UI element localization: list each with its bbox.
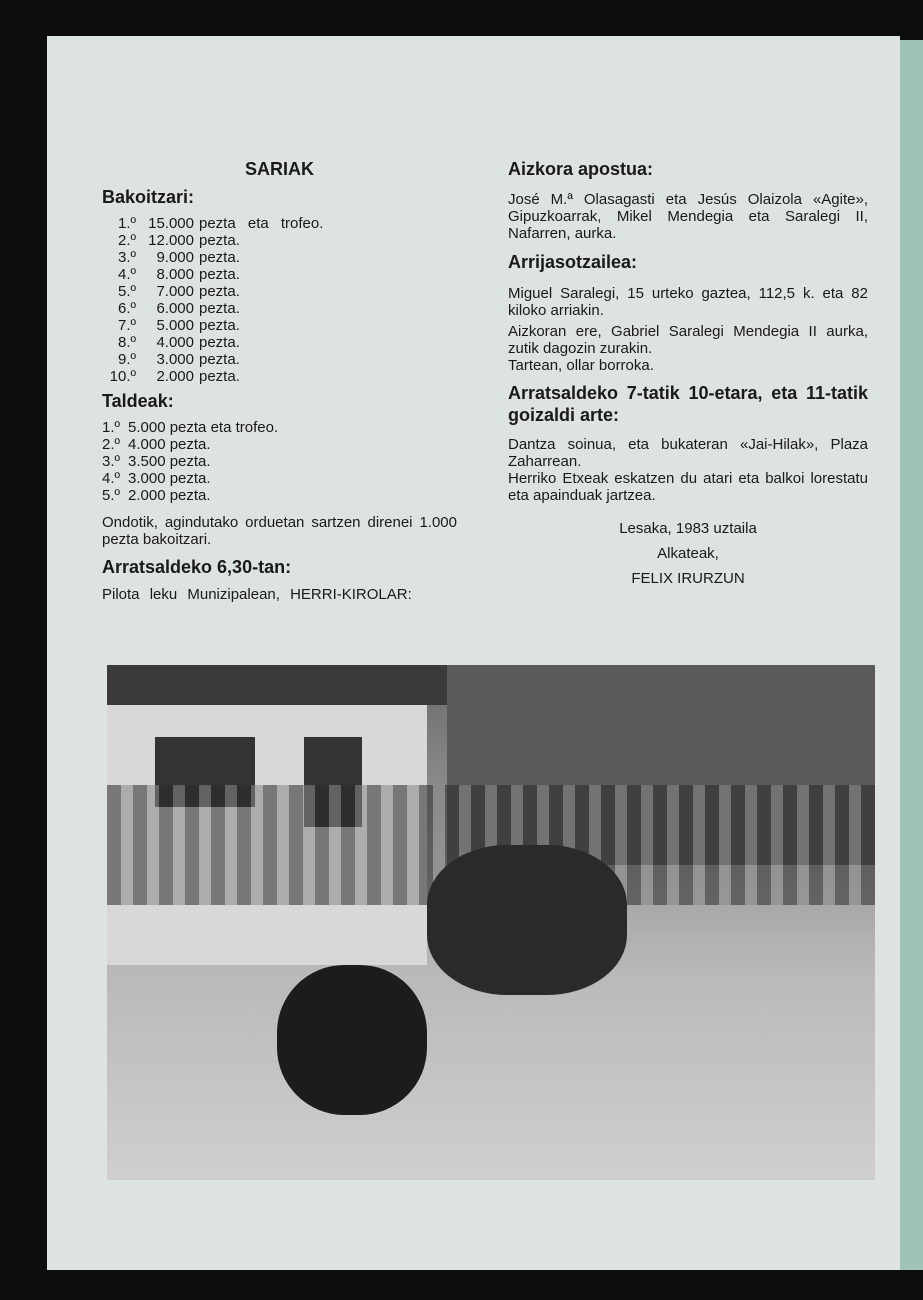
- team-place: 1.º: [102, 419, 120, 436]
- team-prize-text: 2.000 pezta.: [128, 487, 211, 504]
- prize-row: [102, 232, 457, 249]
- prize-amount: 2.000: [156, 368, 194, 385]
- prize-row: [102, 317, 457, 334]
- prize-place: 4.º: [118, 266, 136, 283]
- stone-text-1: Miguel Saralegi, 15 urteko gaztea, 112,5 k. eta 82 kiloko arriakin.: [508, 285, 868, 319]
- prize-amount: 5.000: [156, 317, 194, 334]
- individual-prize-list: [102, 215, 457, 385]
- stone-text-2: Aizkoran ere, Gabriel Saralegi Mendegia II aurka, zutik dagozin zurakin.: [508, 323, 868, 357]
- prize-place: 9.º: [118, 351, 136, 368]
- prize-text: pezta.: [199, 249, 240, 266]
- prize-place: 6.º: [118, 300, 136, 317]
- signoff: Alkateak,: [657, 545, 719, 562]
- prize-place: 10.º: [109, 368, 136, 385]
- prize-amount: 3.000: [156, 351, 194, 368]
- place-date: Lesaka, 1983 uztaila: [619, 520, 757, 537]
- stone-text-3: Tartean, ollar borroka.: [508, 357, 654, 374]
- prize-text: pezta.: [199, 300, 240, 317]
- team-place: 3.º: [102, 453, 120, 470]
- prize-text: pezta.: [199, 232, 240, 249]
- signer: FELIX IRURZUN: [631, 570, 745, 587]
- evening-text-2: Herriko Etxeak eskatzen du atari eta balkoi lorestatu eta apainduak jartzea.: [508, 470, 868, 504]
- right-column: [508, 158, 868, 587]
- team-prize-row: [102, 453, 457, 470]
- prize-place: 8.º: [118, 334, 136, 351]
- team-prize-row: [102, 419, 457, 436]
- evening-text-1: Dantza soinua, eta bukateran «Jai-Hilak», Plaza Zaharrean.: [508, 436, 868, 470]
- prize-row: [102, 351, 457, 368]
- stone-heading: Arrijasotzailea:: [508, 252, 638, 272]
- prize-row: [102, 300, 457, 317]
- individual-heading: Bakoitzari:: [102, 187, 195, 207]
- prize-place: 1.º: [118, 215, 136, 232]
- title: SARIAK: [244, 159, 314, 179]
- evening-heading: Arratsaldeko 7-tatik 10-etara, eta 11-tatik goizaldi arte:: [508, 383, 868, 425]
- prize-row: [102, 215, 457, 232]
- prize-row: [102, 249, 457, 266]
- afternoon-text: Pilota leku Munizipalean, HERRI-KIROLAR:: [102, 586, 412, 603]
- teams-heading: Taldeak:: [102, 391, 174, 411]
- team-prize-text: 3.500 pezta.: [128, 453, 211, 470]
- prize-place: 3.º: [118, 249, 136, 266]
- prize-row: [102, 266, 457, 283]
- prize-text: pezta.: [199, 334, 240, 351]
- afternoon-heading: Arratsaldeko 6,30-tan:: [102, 557, 292, 577]
- prize-row: [102, 368, 457, 385]
- prize-text: pezta.: [199, 266, 240, 283]
- note: Ondotik, agindutako orduetan sartzen direnei 1.000 pezta bakoitzari.: [102, 514, 457, 548]
- team-prize-list: [102, 419, 457, 504]
- prize-place: 7.º: [118, 317, 136, 334]
- team-prize-text: 5.000 pezta eta trofeo.: [128, 419, 279, 436]
- team-place: 2.º: [102, 436, 120, 453]
- prize-row: [102, 334, 457, 351]
- team-prize-row: [102, 436, 457, 453]
- axe-heading: Aizkora apostua:: [508, 159, 654, 179]
- axe-text: José M.ª Olasagasti eta Jesús Olaizola «Agite», Gipuzkoarrak, Mikel Mendegia eta Saralegi II, Nafarren, aurka.: [508, 191, 868, 242]
- prize-amount: 9.000: [156, 249, 194, 266]
- team-prize-row: [102, 487, 457, 504]
- team-place: 5.º: [102, 487, 120, 504]
- next-page-edge: [900, 40, 923, 1270]
- prize-amount: 12.000: [148, 232, 194, 249]
- prize-amount: 15.000: [148, 215, 194, 232]
- prize-row: [102, 283, 457, 300]
- prize-text: pezta.: [199, 368, 240, 385]
- prize-text: pezta.: [199, 351, 240, 368]
- prize-amount: 4.000: [156, 334, 194, 351]
- prize-place: 2.º: [118, 232, 136, 249]
- prize-place: 5.º: [118, 283, 136, 300]
- prize-amount: 7.000: [156, 283, 194, 300]
- prize-amount: 8.000: [156, 266, 194, 283]
- prize-text: pezta.: [199, 317, 240, 334]
- team-place: 4.º: [102, 470, 120, 487]
- photo-bull-running-plaza: [107, 665, 875, 1180]
- team-prize-row: [102, 470, 457, 487]
- prize-amount: 6.000: [156, 300, 194, 317]
- team-prize-text: 3.000 pezta.: [128, 470, 211, 487]
- prize-text: pezta eta trofeo.: [199, 215, 324, 232]
- team-prize-text: 4.000 pezta.: [128, 436, 211, 453]
- left-column: [102, 158, 457, 603]
- prize-text: pezta.: [199, 283, 240, 300]
